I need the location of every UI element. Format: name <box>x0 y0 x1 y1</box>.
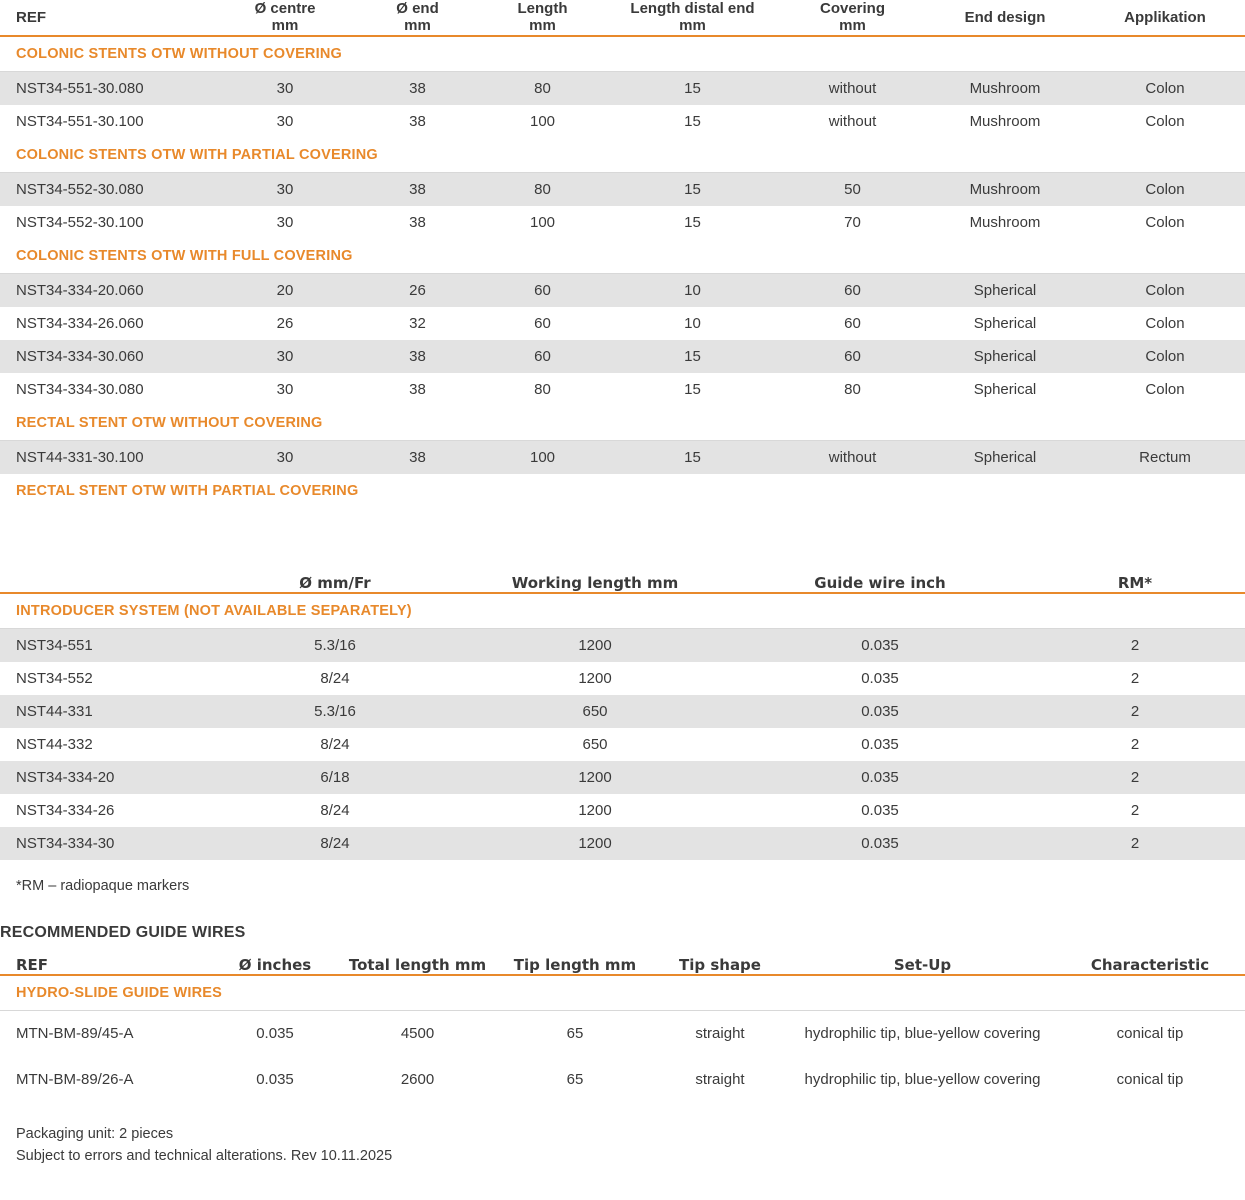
header-ref: REF <box>0 956 215 975</box>
cell-covering: 80 <box>780 373 925 406</box>
cell-characteristic: conical tip <box>1055 1010 1245 1057</box>
cell-end-design: Spherical <box>925 440 1085 474</box>
section-header-row <box>0 975 1245 1011</box>
cell-end-design: Spherical <box>925 340 1085 373</box>
table-row <box>0 1010 1245 1057</box>
cell-dia-centre: 30 <box>215 206 355 239</box>
cell-length: 60 <box>480 273 605 307</box>
cell-dia-mm-fr: 6/18 <box>215 761 455 794</box>
cell-ref: NST44-331-30.100 <box>0 440 215 474</box>
header-characteristic: Characteristic <box>1055 956 1245 975</box>
table-row <box>0 206 1245 239</box>
cell-end-design: Mushroom <box>925 71 1085 105</box>
cell-working-length: 650 <box>455 695 735 728</box>
table-row <box>0 628 1245 662</box>
cell-rm: 2 <box>1025 827 1245 860</box>
header-diameter-end: Ø end mm <box>355 0 480 36</box>
cell-working-length: 1200 <box>455 662 735 695</box>
cell-dia-centre: 30 <box>215 373 355 406</box>
cell-length-distal: 10 <box>605 273 780 307</box>
cell-total-length: 2600 <box>335 1057 500 1104</box>
section-spacer <box>0 508 1245 574</box>
header-covering: Covering mm <box>780 0 925 36</box>
table-row <box>0 794 1245 827</box>
table-row <box>0 1057 1245 1104</box>
guide-wires-title: RECOMMENDED GUIDE WIRES <box>0 923 246 941</box>
cell-rm: 2 <box>1025 794 1245 827</box>
cell-end-design: Spherical <box>925 273 1085 307</box>
section-title: COLONIC STENTS OTW WITHOUT COVERING <box>0 36 1245 72</box>
section-title: RECTAL STENT OTW WITH PARTIAL COVERING <box>16 482 359 499</box>
section-header-row <box>0 593 1245 629</box>
header-applikation: Applikation <box>1085 0 1245 36</box>
cell-working-length: 1200 <box>455 628 735 662</box>
section-header-row <box>0 138 1245 173</box>
header-blank <box>0 574 215 593</box>
table-row <box>0 662 1245 695</box>
cell-ref: NST34-334-26 <box>0 794 215 827</box>
section-header-row <box>0 406 1245 441</box>
table-row <box>0 105 1245 138</box>
guide-wires-table <box>0 956 1245 1105</box>
rm-footnote: *RM – radiopaque markers <box>16 877 190 894</box>
cell-length-distal: 15 <box>605 105 780 138</box>
packaging-unit-text: Packaging unit: 2 pieces <box>16 1126 174 1142</box>
cell-end-design: Mushroom <box>925 105 1085 138</box>
cell-rm: 2 <box>1025 728 1245 761</box>
cell-covering: 60 <box>780 273 925 307</box>
cell-dia-end: 38 <box>355 206 480 239</box>
table-row <box>0 172 1245 206</box>
cell-ref: NST34-334-30.080 <box>0 373 215 406</box>
section-header-row <box>0 239 1245 274</box>
cell-dia-end: 38 <box>355 440 480 474</box>
header-length: Length mm <box>480 0 605 36</box>
cell-guide-wire: 0.035 <box>735 728 1025 761</box>
header-working-length: Working length mm <box>455 574 735 593</box>
cell-covering: 70 <box>780 206 925 239</box>
cell-applikation: Colon <box>1085 105 1245 138</box>
section-title: RECTAL STENT OTW WITHOUT COVERING <box>0 406 1245 441</box>
introducer-table-header-row <box>0 574 1245 593</box>
cell-ref: MTN-BM-89/26-A <box>0 1057 215 1104</box>
cell-dia-mm-fr: 5.3/16 <box>215 628 455 662</box>
cell-length-distal: 15 <box>605 172 780 206</box>
cell-ref: NST34-552-30.100 <box>0 206 215 239</box>
cell-ref: NST44-331 <box>0 695 215 728</box>
section-title: COLONIC STENTS OTW WITH FULL COVERING <box>0 239 1245 274</box>
cell-dia-centre: 30 <box>215 440 355 474</box>
section-header-row <box>0 474 1245 508</box>
header-ref: REF <box>0 0 215 36</box>
cell-covering: 50 <box>780 172 925 206</box>
cell-rm: 2 <box>1025 628 1245 662</box>
cell-covering: 60 <box>780 307 925 340</box>
cell-working-length: 650 <box>455 728 735 761</box>
cell-tip-length: 65 <box>500 1057 650 1104</box>
cell-dia-end: 38 <box>355 373 480 406</box>
cell-applikation: Colon <box>1085 340 1245 373</box>
header-diameter-centre: Ø centre mm <box>215 0 355 36</box>
cell-guide-wire: 0.035 <box>735 695 1025 728</box>
table-row <box>0 695 1245 728</box>
cell-dia-end: 32 <box>355 307 480 340</box>
header-set-up: Set-Up <box>790 956 1055 975</box>
cell-dia-end: 38 <box>355 105 480 138</box>
cell-ref: NST34-552 <box>0 662 215 695</box>
table-row <box>0 307 1245 340</box>
revision-text: Subject to errors and technical alterations. Rev 10.11.2025 <box>16 1147 393 1164</box>
cell-applikation: Colon <box>1085 273 1245 307</box>
cell-length-distal: 15 <box>605 373 780 406</box>
cell-applikation: Colon <box>1085 172 1245 206</box>
cell-tip-shape: straight <box>650 1010 790 1057</box>
header-diameter-mm-fr: Ø mm/Fr <box>215 574 455 593</box>
cell-dia-centre: 30 <box>215 71 355 105</box>
header-total-length: Total length mm <box>335 956 500 975</box>
cell-length-distal: 15 <box>605 340 780 373</box>
cell-applikation: Colon <box>1085 206 1245 239</box>
guide-wires-header-row <box>0 956 1245 975</box>
introducer-system-table <box>0 574 1245 860</box>
cell-end-design: Spherical <box>925 307 1085 340</box>
cell-dia-inches: 0.035 <box>215 1057 335 1104</box>
table-row <box>0 71 1245 105</box>
cell-end-design: Mushroom <box>925 172 1085 206</box>
cell-ref: NST34-551-30.080 <box>0 71 215 105</box>
cell-applikation: Colon <box>1085 373 1245 406</box>
cell-rm: 2 <box>1025 695 1245 728</box>
cell-rm: 2 <box>1025 761 1245 794</box>
cell-dia-end: 26 <box>355 273 480 307</box>
cell-characteristic: conical tip <box>1055 1057 1245 1104</box>
table-row <box>0 761 1245 794</box>
cell-applikation: Colon <box>1085 71 1245 105</box>
header-diameter-inches: Ø inches <box>215 956 335 975</box>
cell-working-length: 1200 <box>455 761 735 794</box>
cell-set-up: hydrophilic tip, blue-yellow covering <box>790 1010 1055 1057</box>
header-rm: RM* <box>1025 574 1245 593</box>
cell-ref: MTN-BM-89/45-A <box>0 1010 215 1057</box>
cell-total-length: 4500 <box>335 1010 500 1057</box>
cell-dia-centre: 20 <box>215 273 355 307</box>
cell-covering: 60 <box>780 340 925 373</box>
section-title: INTRODUCER SYSTEM (NOT AVAILABLE SEPARATELY) <box>0 593 1245 629</box>
cell-length-distal: 15 <box>605 440 780 474</box>
cell-dia-mm-fr: 8/24 <box>215 827 455 860</box>
cell-set-up: hydrophilic tip, blue-yellow covering <box>790 1057 1055 1104</box>
cell-ref: NST34-551 <box>0 628 215 662</box>
cell-length: 60 <box>480 307 605 340</box>
header-guide-wire-inch: Guide wire inch <box>735 574 1025 593</box>
section-title: HYDRO-SLIDE GUIDE WIRES <box>0 975 1245 1011</box>
cell-length: 60 <box>480 340 605 373</box>
cell-ref: NST34-334-20.060 <box>0 273 215 307</box>
stent-specification-table <box>0 0 1245 508</box>
cell-working-length: 1200 <box>455 794 735 827</box>
table-row <box>0 728 1245 761</box>
cell-dia-end: 38 <box>355 172 480 206</box>
cell-tip-shape: straight <box>650 1057 790 1104</box>
cell-dia-end: 38 <box>355 71 480 105</box>
header-tip-length: Tip length mm <box>500 956 650 975</box>
cell-dia-centre: 30 <box>215 105 355 138</box>
cell-applikation: Colon <box>1085 307 1245 340</box>
header-end-design: End design <box>925 0 1085 36</box>
cell-length: 100 <box>480 206 605 239</box>
cell-length-distal: 15 <box>605 206 780 239</box>
cell-dia-mm-fr: 8/24 <box>215 794 455 827</box>
cell-guide-wire: 0.035 <box>735 827 1025 860</box>
stent-table-header-row <box>0 0 1245 36</box>
cell-length: 100 <box>480 440 605 474</box>
cell-guide-wire: 0.035 <box>735 628 1025 662</box>
cell-length-distal: 15 <box>605 71 780 105</box>
cell-dia-centre: 30 <box>215 340 355 373</box>
cell-length: 80 <box>480 71 605 105</box>
cell-dia-mm-fr: 5.3/16 <box>215 695 455 728</box>
cell-dia-centre: 26 <box>215 307 355 340</box>
cell-covering: without <box>780 71 925 105</box>
cell-length: 80 <box>480 172 605 206</box>
cell-ref: NST34-551-30.100 <box>0 105 215 138</box>
table-row <box>0 273 1245 307</box>
cell-length-distal: 10 <box>605 307 780 340</box>
cell-rm: 2 <box>1025 662 1245 695</box>
cell-dia-mm-fr: 8/24 <box>215 728 455 761</box>
document-footer <box>0 1104 1245 1174</box>
cell-dia-mm-fr: 8/24 <box>215 662 455 695</box>
cell-covering: without <box>780 440 925 474</box>
section-header-row <box>0 36 1245 72</box>
table-row <box>0 373 1245 406</box>
section-title: COLONIC STENTS OTW WITH PARTIAL COVERING <box>0 138 1245 173</box>
cell-ref: NST34-334-30 <box>0 827 215 860</box>
cell-working-length: 1200 <box>455 827 735 860</box>
header-tip-shape: Tip shape <box>650 956 790 975</box>
cell-ref: NST34-552-30.080 <box>0 172 215 206</box>
cell-dia-centre: 30 <box>215 172 355 206</box>
table-row <box>0 340 1245 373</box>
cell-guide-wire: 0.035 <box>735 662 1025 695</box>
cell-covering: without <box>780 105 925 138</box>
cell-ref: NST34-334-26.060 <box>0 307 215 340</box>
cell-tip-length: 65 <box>500 1010 650 1057</box>
cell-dia-inches: 0.035 <box>215 1010 335 1057</box>
cell-guide-wire: 0.035 <box>735 794 1025 827</box>
table-row <box>0 440 1245 474</box>
cell-dia-end: 38 <box>355 340 480 373</box>
cell-ref: NST34-334-30.060 <box>0 340 215 373</box>
cell-ref: NST44-332 <box>0 728 215 761</box>
cell-length: 80 <box>480 373 605 406</box>
cell-length: 100 <box>480 105 605 138</box>
cell-end-design: Mushroom <box>925 206 1085 239</box>
cell-end-design: Spherical <box>925 373 1085 406</box>
cell-applikation: Rectum <box>1085 440 1245 474</box>
cell-guide-wire: 0.035 <box>735 761 1025 794</box>
cell-ref: NST34-334-20 <box>0 761 215 794</box>
header-length-distal-end: Length distal end mm <box>605 0 780 36</box>
table-row <box>0 827 1245 860</box>
